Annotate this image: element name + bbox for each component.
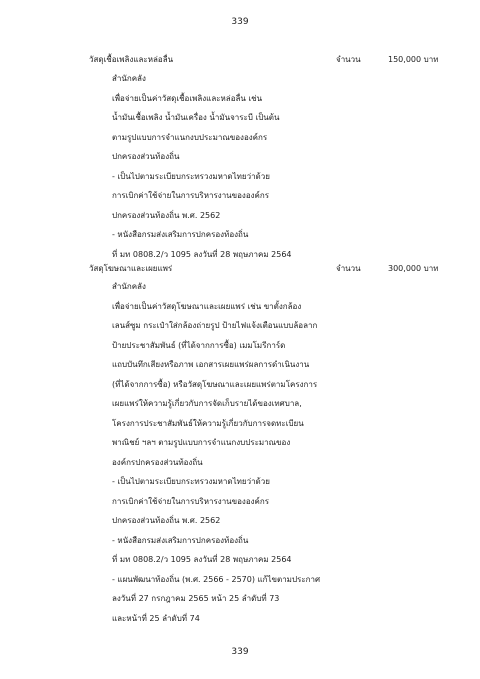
description-line: (ที่ได้จากการซื้อ) หรือวัสดุโฆษณาและเผยแพร่ตามโครงการ <box>112 379 318 389</box>
description-line: ปกครองส่วนท้องถิ่น <box>112 152 180 161</box>
description-line: การเบิกค่าใช้จ่ายในการบริหารงานขององค์กร <box>112 191 270 200</box>
description-line: และหน้าที่ 25 ลำดับที่ 74 <box>112 613 200 623</box>
description-line: ปกครองส่วนท้องถิ่น พ.ศ. 2562 <box>112 516 221 525</box>
budget-item-header <box>0 53 480 67</box>
description-line: โครงการประชาสัมพันธ์ให้ความรู้เกี่ยวกับการจดทะเบียน <box>112 418 304 428</box>
description-line: ลงวันที่ 27 กรกฎาคม 2565 หน้า 25 ลำดับที่ 73 <box>112 594 280 603</box>
description-line: การเบิกค่าใช้จ่ายในการบริหารงานขององค์กร <box>112 496 270 506</box>
description-line: น้ำมันเชื้อเพลิง น้ำมันเครื่อง น้ำมันจาระบี เป็นต้น <box>112 113 280 122</box>
budget-item-header <box>0 262 480 276</box>
description-line: สำนักคลัง <box>112 282 146 291</box>
quantity-label: จำนวน <box>336 55 361 64</box>
description-line: เผยแพร่ให้ความรู้เกี่ยวกับการจัดเก็บรายได้ของเทศบาล, <box>112 399 302 408</box>
page-number-top: 339 <box>231 17 249 27</box>
description-line: ป้ายประชาสัมพันธ์ (ที่ได้จากการซื้อ) เมมโมรีการ์ด <box>112 340 286 350</box>
description-line: ที่ มท 0808.2/ว 1095 ลงวันที่ 28 พฤษภาคม 2564 <box>112 249 292 259</box>
description-line: - หนังสือกรมส่งเสริมการปกครองท้องถิ่น <box>112 230 249 239</box>
description-line: สำนักคลัง <box>112 74 146 83</box>
description-line: - เป็นไปตามระเบียบกระทรวงมหาดไทยว่าด้วย <box>112 171 270 181</box>
description-line: พาณิชย์ ฯลฯ ตามรูปแบบการจำแนกงบประมาณของ <box>112 438 291 447</box>
item-description <box>112 69 452 264</box>
quantity-label: จำนวน <box>336 264 361 273</box>
item-amount: 300,000 บาท <box>388 264 439 273</box>
description-line: เลนส์ซูม กระเป๋าใส่กล้องถ่ายรูป ป้ายไฟแจ้งเตือนแบบล้อลาก <box>112 321 318 330</box>
description-line: องค์กรปกครองส่วนท้องถิ่น <box>112 457 203 467</box>
description-line: ตามรูปแบบการจำแนกงบประมาณขององค์กร <box>112 132 268 142</box>
description-line: - แผนพัฒนาท้องถิ่น (พ.ศ. 2566 - 2570) แก้ไขตามประกาศ <box>112 574 321 584</box>
description-line: แถบบันทึกเสียงหรือภาพ เอกสารเผยแพร่ผลการดำเนินงาน <box>112 360 310 369</box>
page-number-bottom: 339 <box>231 647 249 657</box>
item-title: วัสดุโฆษณาและเผยแพร่ <box>89 264 173 273</box>
item-title: วัสดุเชื้อเพลิงและหล่อลื่น <box>89 55 174 64</box>
description-line: ปกครองส่วนท้องถิ่น พ.ศ. 2562 <box>112 210 221 220</box>
description-line: เพื่อจ่ายเป็นค่าวัสดุโฆษณาและเผยแพร่ เช่น ขาตั้งกล้อง <box>112 301 302 311</box>
description-line: - เป็นไปตามระเบียบกระทรวงมหาดไทยว่าด้วย <box>112 477 270 486</box>
description-line: - หนังสือกรมส่งเสริมการปกครองท้องถิ่น <box>112 535 249 545</box>
item-amount: 150,000 บาท <box>388 55 439 64</box>
description-line: ที่ มท 0808.2/ว 1095 ลงวันที่ 28 พฤษภาคม 2564 <box>112 555 292 564</box>
item-description <box>112 277 452 628</box>
description-line: เพื่อจ่ายเป็นค่าวัสดุเชื้อเพลิงและหล่อลื่น เช่น <box>112 93 263 103</box>
